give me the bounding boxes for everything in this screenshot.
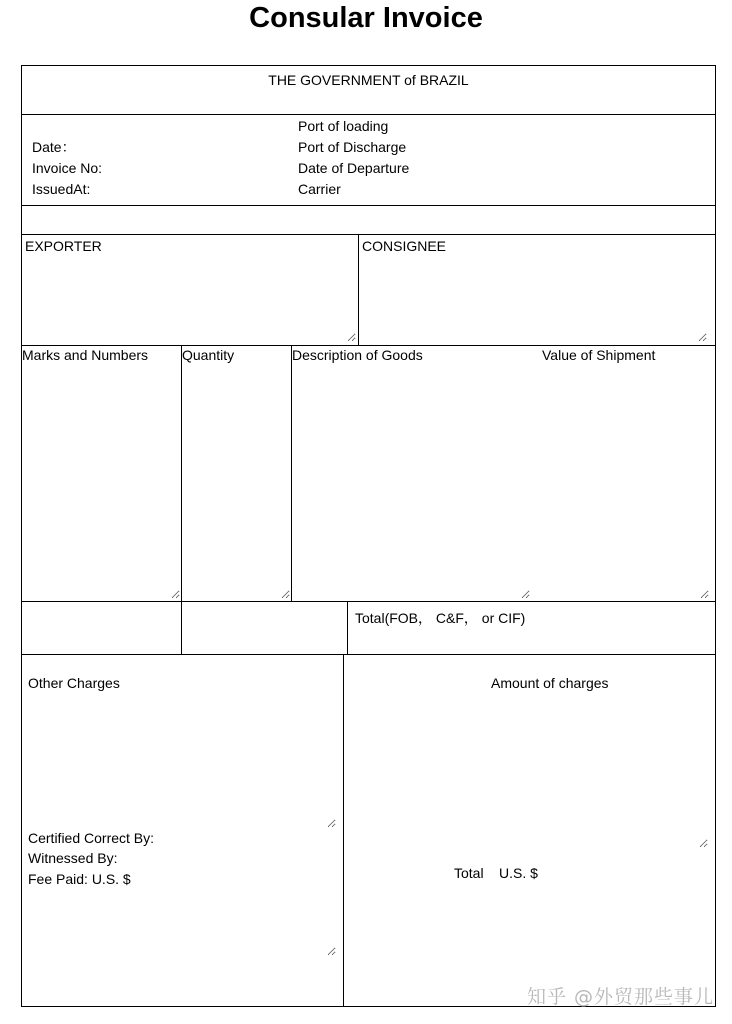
divider [291,345,292,601]
date-label: Date： [32,139,76,155]
consignee-field[interactable] [361,256,707,342]
total-terms-label: Total(FOB， C&F， or CIF) [355,610,526,626]
certified-correct-by-label: Certified Correct By: [28,830,155,846]
divider [347,601,348,654]
signature-field[interactable] [26,892,336,956]
value-of-shipment-field[interactable] [540,366,709,599]
divider [358,234,359,345]
description-of-goods-field[interactable] [293,366,530,599]
port-of-discharge-label: Port of Discharge [298,139,407,155]
date-of-departure-label: Date of Departure [298,160,410,176]
total-currency-label: U.S. $ [499,865,538,881]
quantity-label: Quantity [182,347,235,363]
divider [21,654,716,655]
exporter-field[interactable] [23,256,356,342]
government-name: THE GOVERNMENT of BRAZIL [268,72,469,88]
amount-of-charges-field[interactable] [350,695,708,848]
divider [21,234,716,235]
marks-and-numbers-field[interactable] [22,366,180,599]
invoice-no-label: Invoice No: [32,160,103,176]
witnessed-by-label: Witnessed By: [28,850,118,866]
other-charges-label: Other Charges [28,675,120,691]
port-of-loading-label: Port of loading [298,118,389,134]
divider [343,654,344,1007]
divider [181,345,182,654]
exporter-label: EXPORTER [25,238,102,254]
fee-paid-label: Fee Paid: U.S. $ [28,871,131,887]
consignee-label: CONSIGNEE [362,238,447,254]
divider [21,601,716,602]
divider [21,345,716,346]
divider [21,114,716,115]
description-of-goods-label: Description of Goods [292,347,423,363]
divider [21,205,716,206]
page-title: Consular Invoice [249,2,483,34]
quantity-field[interactable] [183,366,290,599]
issued-at-label: IssuedAt: [32,181,91,197]
total-label: Total [454,865,484,881]
carrier-label: Carrier [298,181,341,197]
amount-of-charges-label: Amount of charges [491,675,609,691]
other-charges-field[interactable] [26,695,336,828]
watermark: 知乎 @外贸那些事儿 [526,986,714,1008]
marks-and-numbers-label: Marks and Numbers [22,347,149,363]
value-of-shipment-label: Value of Shipment [542,347,656,363]
